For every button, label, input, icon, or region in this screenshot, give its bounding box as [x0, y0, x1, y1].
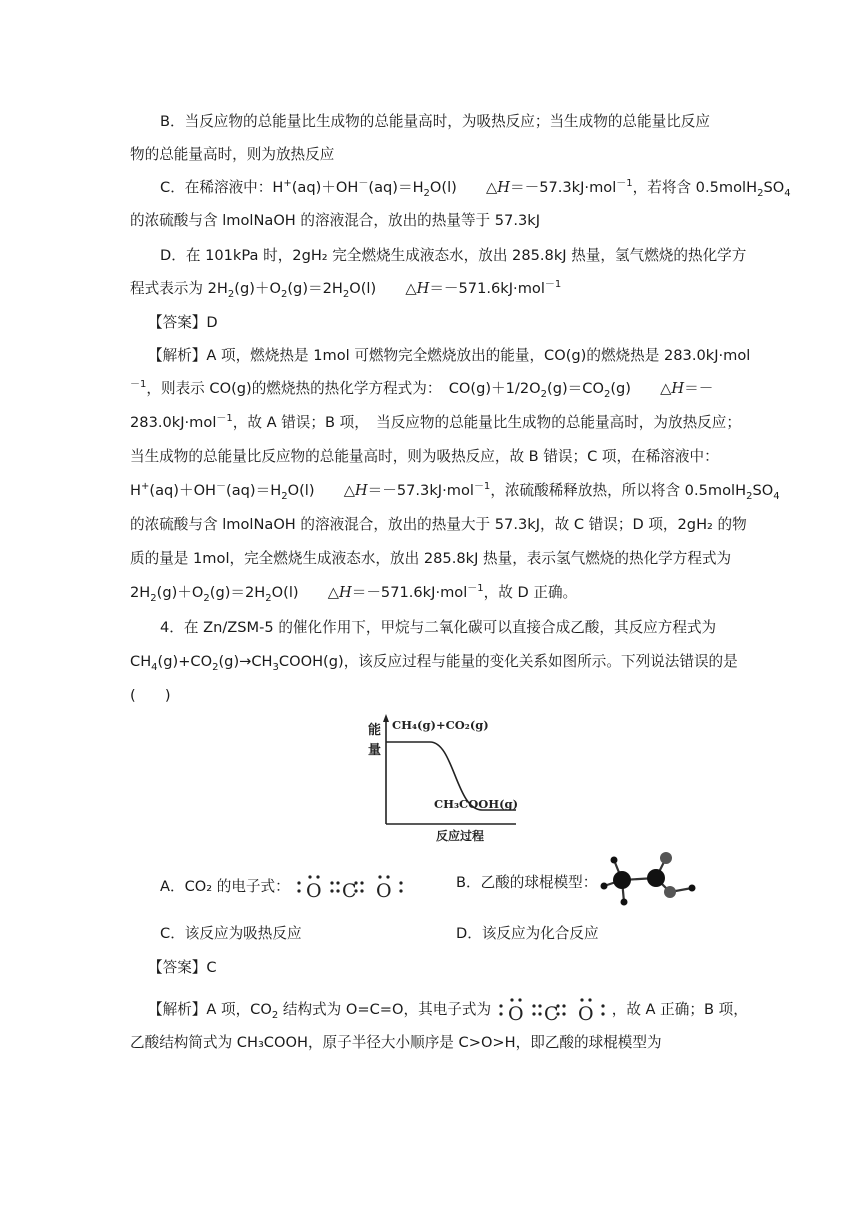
question-4-line1: 4．在 Zn/ZSM-5 的催化作用下，甲烷与二氧化碳可以直接合成乙酸，其反应方程式为 — [160, 619, 717, 636]
analysis-1-line1: 【解析】A 项，燃烧热是 1mol 可燃物完全燃烧放出的能量，CO(g)的燃烧热是 283.0kJ·mol — [148, 347, 751, 364]
option-b-line2: 物的总能量高时，则为放热反应 — [130, 146, 335, 163]
question-4-paren: ( ) — [130, 687, 171, 704]
energy-diagram — [362, 712, 522, 844]
option-c-line2: 的浓硫酸与含 lmolNaOH 的溶液混合，放出的热量等于 57.3kJ — [130, 212, 541, 229]
x-label: 反应过程 — [436, 829, 485, 843]
svg-text:C: C — [543, 1003, 559, 1024]
option-b4-text: B．乙酸的球棍模型： — [456, 874, 598, 891]
question-4-line2: $CH_4(g)+CO_2(g)\to CH_3COOH(g)$，该反应过程与能量的变化关系如图所示。下列说法错误的是 — [130, 653, 738, 673]
option-b4 — [456, 873, 597, 893]
svg-text:C: C — [342, 880, 357, 901]
svg-text:O: O — [376, 880, 392, 901]
co2-lewis-structure-inline — [496, 996, 612, 1024]
option-a4 — [160, 873, 410, 901]
answer-1: 【答案】D — [148, 314, 218, 331]
analysis-1-line2: $^{-1}$，则表示 CO(g)的燃烧热的热化学方程式为： $CO(g)+1/2O_2(g)=CO_2(g)$ △H＝－ — [130, 379, 714, 400]
analysis-2-line2: 乙酸结构简式为 CH₃COOH，原子半径大小顺序是 C>O>H，即乙酸的球棍模型为 — [130, 1034, 662, 1051]
analysis-1-line7: 质的量是 1mol，完全燃烧生成液态水，放出 285.8kJ 热量，表示氢气燃烧的热化学方程式为 — [130, 550, 732, 567]
option-c4: C．该反应为吸热反应 — [160, 925, 302, 942]
y-label-top: 能 — [368, 723, 382, 738]
answer-2: 【答案】C — [148, 959, 217, 976]
svg-text:O: O — [306, 880, 322, 901]
reactant-label: CH₄(g)+CO₂(g) — [392, 718, 489, 732]
option-c-line1: C．在稀溶液中：$H^+(aq)+OH^-(aq)=H_2O(l)$ △H＝－57.3kJ·mol$^{-1}$，若将含 $0.5molH_2SO_4$ — [160, 178, 791, 199]
option-a4-text: A．CO₂ 的电子式： — [160, 878, 290, 895]
acetic-acid-ball-stick-model — [600, 848, 700, 910]
option-b-line1: B．当反应物的总能量比生成物的总能量高时，为吸热反应；当生成物的总能量比反应 — [160, 113, 710, 130]
analysis-1-line3: 283.0kJ·mol$^{-1}$，故 A 错误；B 项， 当反应物的总能量比生成物的总能量高时，为放热反应； — [130, 413, 741, 431]
y-axis-arrow — [383, 714, 389, 722]
analysis-1-line5: $H^+(aq)+OH^-(aq)=H_2O(l)$ △H＝－57.3kJ·mol$^{-1}$，浓硫酸稀释放热，所以将含 $0.5molH_2SO_4$ — [130, 481, 780, 502]
svg-text:O: O — [577, 1003, 594, 1024]
svg-text:O: O — [507, 1003, 524, 1024]
co2-lewis-structure — [294, 873, 410, 901]
analysis-1-line6: 的浓硫酸与含 lmolNaOH 的溶液混合，放出的热量大于 57.3kJ，故 C 错误；D 项，2gH₂ 的物 — [130, 516, 747, 533]
y-label-bottom: 量 — [368, 743, 382, 758]
option-d-line2: 程式表示为 $2H_2(g)+O_2(g)=2H_2O(l)$ △H＝－571.6kJ·mol$^{-1}$ — [130, 279, 562, 300]
product-label: CH₃COOH(g) — [434, 797, 519, 811]
analysis-1-line8: $2H_2(g)+O_2(g)=2H_2O(l)$ △H＝－571.6kJ·mol$^{-1}$，故 D 正确。 — [130, 583, 578, 604]
analysis-2-line1: 【解析】A 项，$CO_2$ 结构式为 O=C=O，其电子式为 O C O ，故 A 正确；B 项， — [148, 996, 748, 1024]
analysis-1-line4: 当生成物的总能量比反应物的总能量高时，则为吸热反应，故 B 错误；C 项，在稀溶液中： — [130, 448, 719, 465]
option-d-line1: D．在 101kPa 时，2gH₂ 完全燃烧生成液态水，放出 285.8kJ 热量，氢气燃烧的热化学方 — [160, 247, 747, 264]
option-d4: D．该反应为化合反应 — [456, 925, 599, 942]
